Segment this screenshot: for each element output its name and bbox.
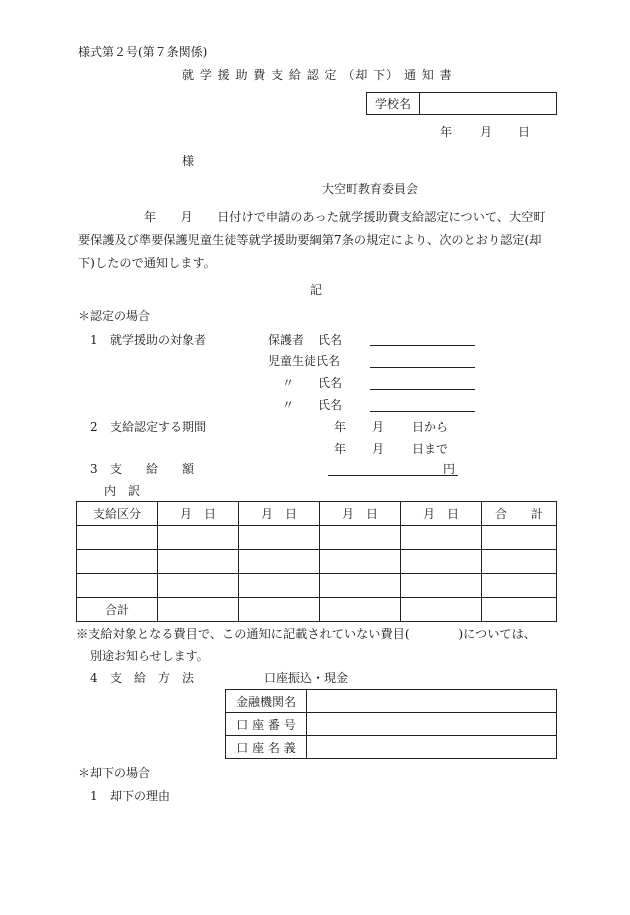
student2-name-label: 氏名 (318, 376, 343, 390)
table-cell[interactable] (239, 598, 320, 622)
table-cell[interactable] (320, 598, 401, 622)
rejection-heading: ＊却下の場合 (78, 766, 151, 780)
table-cell[interactable] (482, 574, 557, 598)
table-cell[interactable] (401, 526, 482, 550)
date-day-label: 日 (518, 125, 531, 139)
item4-number: 4 (90, 671, 98, 685)
table-row (77, 550, 557, 574)
form-number: 様式第２号(第７条関係) (78, 45, 208, 59)
item1-label: 就学援助の対象者 (110, 333, 207, 347)
item3-number: 3 (90, 462, 98, 476)
table-cell[interactable] (320, 550, 401, 574)
student2-name-line[interactable] (370, 389, 475, 390)
account-number-field[interactable] (307, 713, 557, 736)
table-row (77, 526, 557, 550)
table-cell[interactable] (401, 550, 482, 574)
student3-name-line[interactable] (370, 411, 475, 412)
table-cell[interactable] (158, 574, 239, 598)
table-cell[interactable] (482, 550, 557, 574)
table-total-row (77, 598, 557, 622)
note-line-1: ※支給対象となる費目で、この通知に記載されていない費目( )については、 (76, 627, 536, 641)
period-to-month: 月 (372, 442, 385, 456)
period-to-year: 年 (334, 442, 347, 456)
table-cell[interactable] (239, 526, 320, 550)
period-from-day: 日から (412, 420, 449, 434)
table-cell[interactable] (77, 550, 158, 574)
date-month-label: 月 (480, 125, 493, 139)
bank-table (225, 689, 557, 759)
breakdown-header: 月 日 (320, 502, 401, 526)
guardian-role: 保護者 (268, 333, 305, 347)
body-paragraph: 年 月 日付けで申請のあった就学援助費支給認定について、大空町要保護及び準要保護児童生徒等就学援助要綱第7条の規定により、次のとおり認定(却下)したので通知します。 (78, 210, 546, 270)
school-name-box (366, 92, 557, 115)
bank-name-field[interactable] (307, 690, 557, 713)
period-from-month: 月 (372, 420, 385, 434)
approval-heading: ＊認定の場合 (78, 309, 151, 323)
breakdown-header: 合 計 (482, 502, 557, 526)
table-cell[interactable] (77, 526, 158, 550)
account-holder-label: 口 座 名 義 (226, 736, 307, 759)
breakdown-header: 月 日 (239, 502, 320, 526)
guardian-name-line[interactable] (370, 345, 475, 346)
school-name-label: 学校名 (367, 93, 420, 115)
total-label: 合計 (77, 598, 158, 622)
amount-line[interactable] (328, 475, 458, 476)
issuer-name: 大空町教育委員会 (322, 182, 419, 196)
rejection-item1-number: 1 (90, 789, 98, 803)
table-cell[interactable] (320, 574, 401, 598)
rejection-reason-label: 却下の理由 (110, 789, 171, 803)
ditto-mark-2: 〃 (282, 398, 295, 412)
student-name-label: 児童生徒氏名 (268, 354, 341, 368)
breakdown-header: 月 日 (401, 502, 482, 526)
table-cell[interactable] (320, 526, 401, 550)
item4-label: 支 給 方 法 (110, 671, 195, 685)
table-cell[interactable] (77, 574, 158, 598)
item3-label: 支 給 額 (110, 462, 195, 476)
item2-label: 支給認定する期間 (110, 420, 207, 434)
table-cell[interactable] (401, 574, 482, 598)
period-from-year: 年 (334, 420, 347, 434)
guardian-name-label: 氏名 (318, 333, 343, 347)
school-name-field[interactable] (420, 93, 557, 115)
table-cell[interactable] (239, 574, 320, 598)
breakdown-header: 月 日 (158, 502, 239, 526)
breakdown-header: 支給区分 (77, 502, 158, 526)
item2-number: 2 (90, 420, 98, 434)
breakdown-label: 内 訳 (104, 484, 141, 498)
student3-name-label: 氏名 (318, 398, 343, 412)
table-row (77, 574, 557, 598)
account-number-label: 口 座 番 号 (226, 713, 307, 736)
account-holder-field[interactable] (307, 736, 557, 759)
table-cell[interactable] (158, 550, 239, 574)
payment-method: 口座振込・現金 (264, 671, 349, 685)
date-year-label: 年 (440, 125, 453, 139)
period-to-day: 日まで (412, 442, 449, 456)
table-cell[interactable] (239, 550, 320, 574)
table-cell[interactable] (158, 598, 239, 622)
student-name-line[interactable] (370, 367, 475, 368)
table-cell[interactable] (482, 598, 557, 622)
addressee-suffix: 様 (182, 154, 195, 168)
ditto-mark-1: 〃 (282, 376, 295, 390)
item1-number: 1 (90, 333, 98, 347)
amount-unit: 円 (443, 462, 456, 476)
note-line-2: 別途お知らせします。 (90, 649, 209, 663)
ki-marker: 記 (310, 283, 323, 297)
table-cell[interactable] (158, 526, 239, 550)
bank-name-label: 金融機関名 (226, 690, 307, 713)
breakdown-table (76, 501, 557, 622)
document-title: 就 学 援 助 費 支 給 認 定 （却 下） 通 知 書 (182, 68, 453, 82)
table-cell[interactable] (482, 526, 557, 550)
table-cell[interactable] (401, 598, 482, 622)
